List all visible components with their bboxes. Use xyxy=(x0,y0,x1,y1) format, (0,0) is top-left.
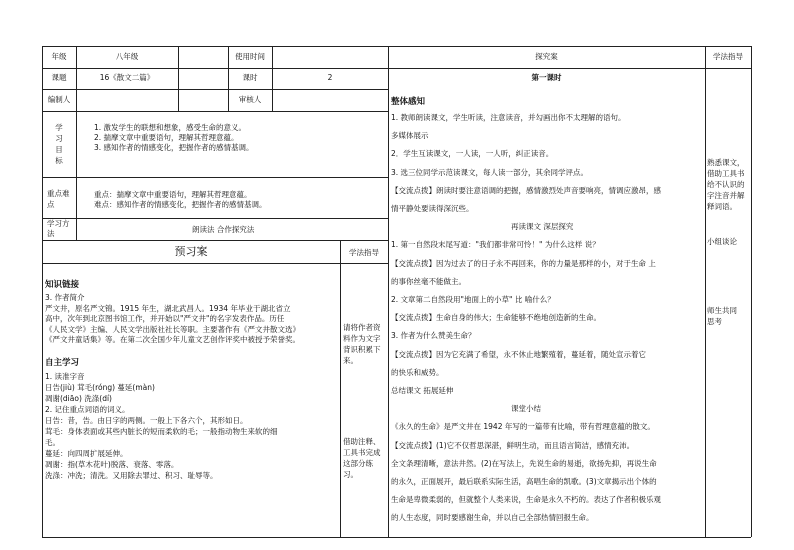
text-line: 的快乐和威势。 xyxy=(391,367,444,377)
editor-label: 编制人 xyxy=(47,95,71,104)
objective-item: 3. 感知作者的情感变化，把握作者的感情基调。 xyxy=(94,143,254,152)
inquiry-guide-note: 小组谈论 xyxy=(707,237,737,246)
text-line: 3. 作者为什么赞美生命？ xyxy=(391,331,476,341)
text-line: 【交流点拨】生命自身的伟大；生命能够不绝地创造新的生命。 xyxy=(391,313,601,323)
text-line: 的人生态度，同时要感谢生命，并以自己全部热情回报生命。 xyxy=(391,513,594,523)
text-line: 再读课文 深层探究 xyxy=(511,222,574,232)
section-title: 知识链接 xyxy=(45,280,80,290)
text-line: 《永久的生命》是严文井在 1942 年写的一篇带有比喻，带有哲理意蕴的散文。 xyxy=(391,422,655,432)
text-line: 日告(jiù) 茸毛(róng) 蔓延(màn) xyxy=(45,383,155,392)
text-line: 3. 选三位同学示范读课文，每人读一部分，其余同学评点。 xyxy=(391,167,589,177)
period-value: 2 xyxy=(327,73,333,82)
text-line: 2．学生互读课文，一人读，一人听，纠正读音。 xyxy=(391,149,554,159)
inquiry-guide-note: 师生共同思考 xyxy=(707,306,737,326)
text-line: 1. 教师朗读课文，学生听读，注意读音，并勾画出你不太理解的语句。 xyxy=(391,113,626,122)
text-line: 情平静处要读得深沉些。 xyxy=(391,204,474,213)
text-line: 的永久，正面展开，最后联系实际生活，高唱生命的凯歌。(3)文章揭示出个体的 xyxy=(391,477,657,486)
text-line: 凋谢(diāo) 洗涤(dí) xyxy=(45,394,112,403)
methods-label: 学习方法 xyxy=(47,219,70,238)
left-border xyxy=(42,46,43,537)
text-line: 课堂小结 xyxy=(511,404,541,414)
key-points-label: 重点难点 xyxy=(47,189,70,209)
text-line: 蔓延：向四周扩展延伸。 xyxy=(45,449,128,458)
inquiry-guide-note: 熟悉课文，借助工具书给不认识的字注音并解释词语。 xyxy=(707,158,745,211)
text-line: 总结课文 拓展延伸 xyxy=(391,386,454,395)
right-border xyxy=(751,46,752,537)
text-line: 1. 读准字音 xyxy=(45,372,85,381)
inquiry-guide-header: 学法指导 xyxy=(713,52,743,61)
section-title: 自主学习 xyxy=(45,358,80,368)
objective-item: 2. 揣摩文章中重要语句，理解其哲理意蕴。 xyxy=(94,133,239,142)
text-line: 生命是卑微柔弱的，但就整个人类来说，生命是永久不朽的。表达了作者积极乐观 xyxy=(391,495,661,505)
text-line: 日告：昔，告。由日字的两侧。一般上下各六个，其形如日。 xyxy=(45,416,248,425)
text-line: 【交流点拨】朗读时要注意语调的把握，感情激烈处声音要响亮，情调应激昂，感 xyxy=(391,185,661,195)
text-line: 毛。 xyxy=(45,438,60,447)
text-line: 3. 作者简介 xyxy=(45,293,85,302)
text-line: 多媒体展示 xyxy=(391,131,429,141)
topic-value: 16《散文二篇》 xyxy=(99,73,155,82)
objectives-label: 学习目标 xyxy=(55,123,63,165)
text-line: 【交流点拨】因为过去了的日子永不再回来，你的力量是那样的小，对于生命 上 xyxy=(391,258,656,268)
key-point-item: 难点：感知作者的情感变化，把握作者的感情基调。 xyxy=(94,200,267,209)
objective-item: 1. 激发学生的联想和想象，感受生命的意义。 xyxy=(94,123,247,132)
text-line: 【交流点拨】(1)它不仅哲思深湛，鲜明生动，而且语言简洁，感情充沛。 xyxy=(391,440,635,450)
text-line: 1. 第一自然段末尾写道："我们都非常可怜！" 为什么这样 说？ xyxy=(391,240,600,250)
text-line: 【交流点拨】因为它充满了希望，永不休止地繁殖着，蔓延着，随处宣示着它 xyxy=(391,349,646,359)
preview-guide-note: 请将作者资料作为文字背识积累下来。 xyxy=(343,323,381,365)
reviewer-label: 审核人 xyxy=(238,95,262,104)
time-label: 使用时间 xyxy=(235,52,265,61)
text-line: 洗涤：冲洗；清洗。又用除去罪过、积习、耻辱等。 xyxy=(45,471,218,480)
text-line: 《人民文学》主编、人民文学出版社社长等职。主要著作有《严文井散文选》 xyxy=(45,324,300,334)
preview-guide-note: 借助注释、工具书完成这部分练习。 xyxy=(343,437,381,479)
preview-guide-header: 学法指导 xyxy=(349,248,379,257)
inquiry-subtitle: 第一课时 xyxy=(531,73,562,82)
topic-label: 课题 xyxy=(51,73,67,82)
top-border xyxy=(42,46,751,47)
text-line: 高中，次年到北京图书馆工作，并开始以"严文井"的名字发表作品。历任 xyxy=(45,314,285,323)
text-line: 2. 文章第二自然段用"地面上的小草" 比 喻什么？ xyxy=(391,295,555,304)
section-title: 整体感知 xyxy=(391,97,426,107)
text-line: 的事你丝毫不能做主。 xyxy=(391,276,466,286)
preview-title: 预习案 xyxy=(174,245,208,258)
text-line: 茸毛：身体表面或其些内脏长的短而柔软的毛；一般指动物生来软的细 xyxy=(45,427,278,436)
text-line: 凋谢：指(草木花叶)脱落、衰落、零落。 xyxy=(45,460,179,469)
text-line: 2. 记住重点词语的词义。 xyxy=(45,405,130,414)
text-line: 全文条理清晰，意法井然。(2)在写法上，先说生命的易逝，欲扬先抑，再说生命 xyxy=(391,458,657,468)
key-point-item: 重点：揣摩文章中重要语句，理解其哲理意蕴。 xyxy=(94,190,252,199)
bottom-border xyxy=(42,537,751,538)
grade-label: 年级 xyxy=(51,52,67,61)
right-guide-divider xyxy=(705,46,706,537)
text-line: 严文井，原名严文锦。1915 年生，湖北武昌人。1934 年毕业于湖北省立 xyxy=(45,303,291,313)
text-line: 《严文井童话集》等。在第二次全国少年儿童文艺创作评奖中被授予荣誉奖。 xyxy=(45,335,300,344)
center-divider xyxy=(388,46,389,537)
inquiry-title: 探究案 xyxy=(535,52,558,61)
period-label: 课时 xyxy=(242,73,258,82)
grade-value: 八年级 xyxy=(115,52,139,61)
methods-value: 朗读法 合作探究法 xyxy=(192,225,255,234)
